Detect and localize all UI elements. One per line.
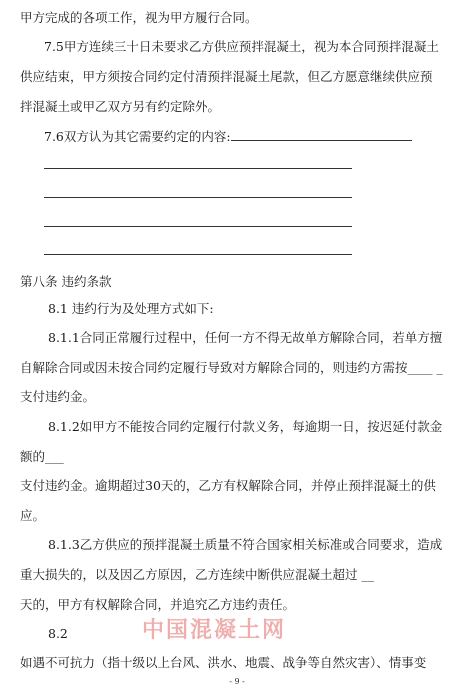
blank-rule-1: [231, 140, 412, 141]
text-line-11: 8.1.2如甲方不能按合同约定履行付款义务，每逾期一日，按迟延付款金: [48, 419, 443, 434]
text-line-19: 如遇不可抗力（指十级以上台风、洪水、地震、战争等自然灾害）、情事变: [20, 655, 427, 670]
blank-rule-4: [44, 226, 352, 227]
text-line-15: 8.1.3乙方供应的预拌混凝土质量不符合国家相关标准或合同要求，造成: [48, 537, 443, 552]
text-line-7: 8.1 违约行为及处理方式如下:: [48, 301, 214, 316]
text-line-12: 额的___: [20, 449, 64, 464]
page-number: - 9 -: [229, 677, 245, 686]
text-line-1: 甲方完成的各项工作，视为甲方履行合同。: [20, 10, 258, 25]
blank-rule-5: [44, 254, 352, 255]
text-line-3: 供应结束，甲方须按合同约定付清预拌混凝土尾款，但乙方愿意继续供应预: [20, 69, 433, 84]
text-line-5: 7.6双方认为其它需要约定的内容:: [44, 129, 231, 144]
text-line-18: 8.2: [48, 626, 68, 641]
section-heading: 第八条 违约条款: [20, 274, 112, 289]
text-line-4: 拌混凝土或甲乙双方另有约定除外。: [20, 99, 221, 114]
text-line-16: 重大损失的，以及因乙方原因，乙方连续中断供应混凝土超过 __: [20, 567, 374, 582]
text-line-2: 7.5甲方连续三十日未要求乙方供应预拌混凝土，视为本合同预拌混凝土: [44, 39, 439, 54]
text-line-10: 支付违约金。: [20, 389, 96, 404]
text-line-8: 8.1.1合同正常履行过程中，任何一方不得无故单方解除合同，若单方擅: [48, 330, 443, 345]
blank-rule-2: [44, 168, 352, 169]
watermark-logo: 中国混凝土网: [142, 618, 287, 643]
text-line-13: 支付违约金。逾期超过30天的，乙方有权解除合同，并停止预拌混凝土的供: [20, 478, 436, 493]
text-line-17: 天的，甲方有权解除合同，并追究乙方违约责任。: [20, 597, 296, 612]
text-line-9: 自解除合同或因未按合同约定履行导致对方解除合同的，则违约方需按____ _: [20, 360, 443, 375]
text-line-14: 应。: [20, 508, 46, 523]
blank-rule-3: [44, 197, 352, 198]
